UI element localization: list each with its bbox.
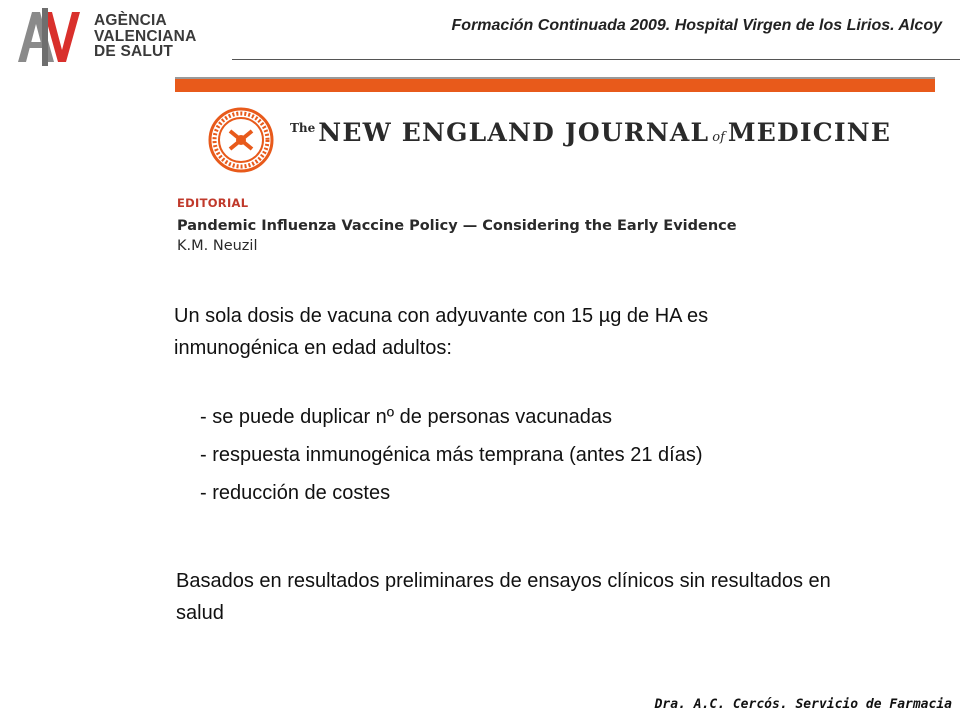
header-divider xyxy=(232,59,960,60)
bullet-item: - reducción de costes xyxy=(200,482,391,504)
logo-line-1: AGÈNCIA xyxy=(94,12,167,29)
masthead-name: NEW ENGLAND JOURNAL xyxy=(318,118,710,147)
agencia-valenciana-logo xyxy=(14,6,214,68)
logo-text xyxy=(94,13,196,60)
bullet-item: - respuesta inmunogénica más temprana (antes 21 días) xyxy=(200,444,703,466)
logo-line-2: VALENCIANA xyxy=(94,27,197,45)
journal-masthead xyxy=(290,118,891,147)
logo-line-3: DE SALUT xyxy=(94,43,174,60)
conclusion-paragraph: Basados en resultados preliminares de ensayos clínicos sin resultados en salud xyxy=(176,570,831,624)
masthead-of: of xyxy=(712,130,725,145)
bullet-item: - se puede duplicar nº de personas vacunadas xyxy=(200,406,613,428)
banner-orange-bar xyxy=(175,79,935,92)
main-paragraph: Un sola dosis de vacuna con adyuvante con 15 µg de HA es inmunogénica en edad adultos: xyxy=(174,305,709,359)
article-author: K.M. Neuzil xyxy=(177,238,258,254)
masthead-the: The xyxy=(290,121,316,135)
bullet-list xyxy=(200,398,703,512)
section-label: EDITORIAL xyxy=(177,196,249,210)
av-monogram-icon xyxy=(14,6,84,68)
article-title: Pandemic Influenza Vaccine Policy — Considering the Early Evidence xyxy=(177,218,737,234)
nejm-seal-icon xyxy=(208,107,274,173)
footer-credit: Dra. A.C. Cercós. Servicio de Farmacia xyxy=(654,697,952,712)
masthead-medicine: MEDICINE xyxy=(727,118,892,147)
header-title: Formación Continuada 2009. Hospital Virgen de los Lirios. Alcoy xyxy=(451,17,942,34)
